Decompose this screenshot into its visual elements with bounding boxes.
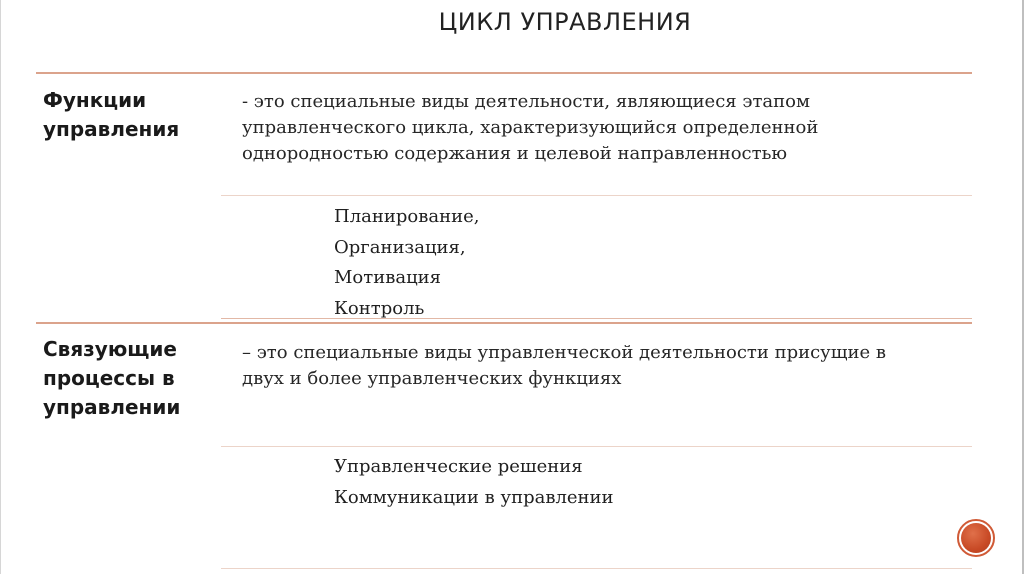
definition-functions: - это специальные виды деятельности, являющиеся этапом управленческого цикла, характеризующийся определенной однородностью содержания и целевой направленностью [242, 91, 819, 164]
functions-list [334, 202, 479, 324]
term-line: Связующие [43, 337, 177, 361]
slide-frame-left [0, 0, 1, 574]
page-title: ЦИКЛ УПРАВЛЕНИЯ [438, 8, 692, 36]
circle-nav-icon [961, 523, 991, 553]
definition-linking-processes: – это специальные виды управленческой деятельности присущие в двух и более управленческих функциях [242, 342, 887, 389]
list-item: Контроль [334, 297, 425, 319]
list-item: Планирование, [334, 206, 480, 227]
term-line: Функции [43, 88, 147, 112]
term-linking-processes [43, 335, 180, 422]
list-item: Управленческие решения [334, 456, 583, 477]
term-line: управлении [43, 395, 181, 419]
term-line: процессы в [43, 366, 175, 390]
linking-processes-list [334, 452, 614, 513]
term-line: управления [43, 117, 180, 141]
divider-top [36, 72, 972, 74]
slide-nav-button[interactable] [957, 519, 995, 557]
divider-functions-definition [221, 195, 972, 196]
list-item: Организация, [334, 236, 466, 258]
divider-links-definition [221, 446, 972, 447]
divider-middle-full [36, 322, 972, 324]
list-item: Мотивация [334, 267, 442, 288]
list-item: Коммуникации в управлении [334, 486, 614, 508]
term-functions [43, 86, 179, 144]
divider-bottom [221, 568, 972, 569]
